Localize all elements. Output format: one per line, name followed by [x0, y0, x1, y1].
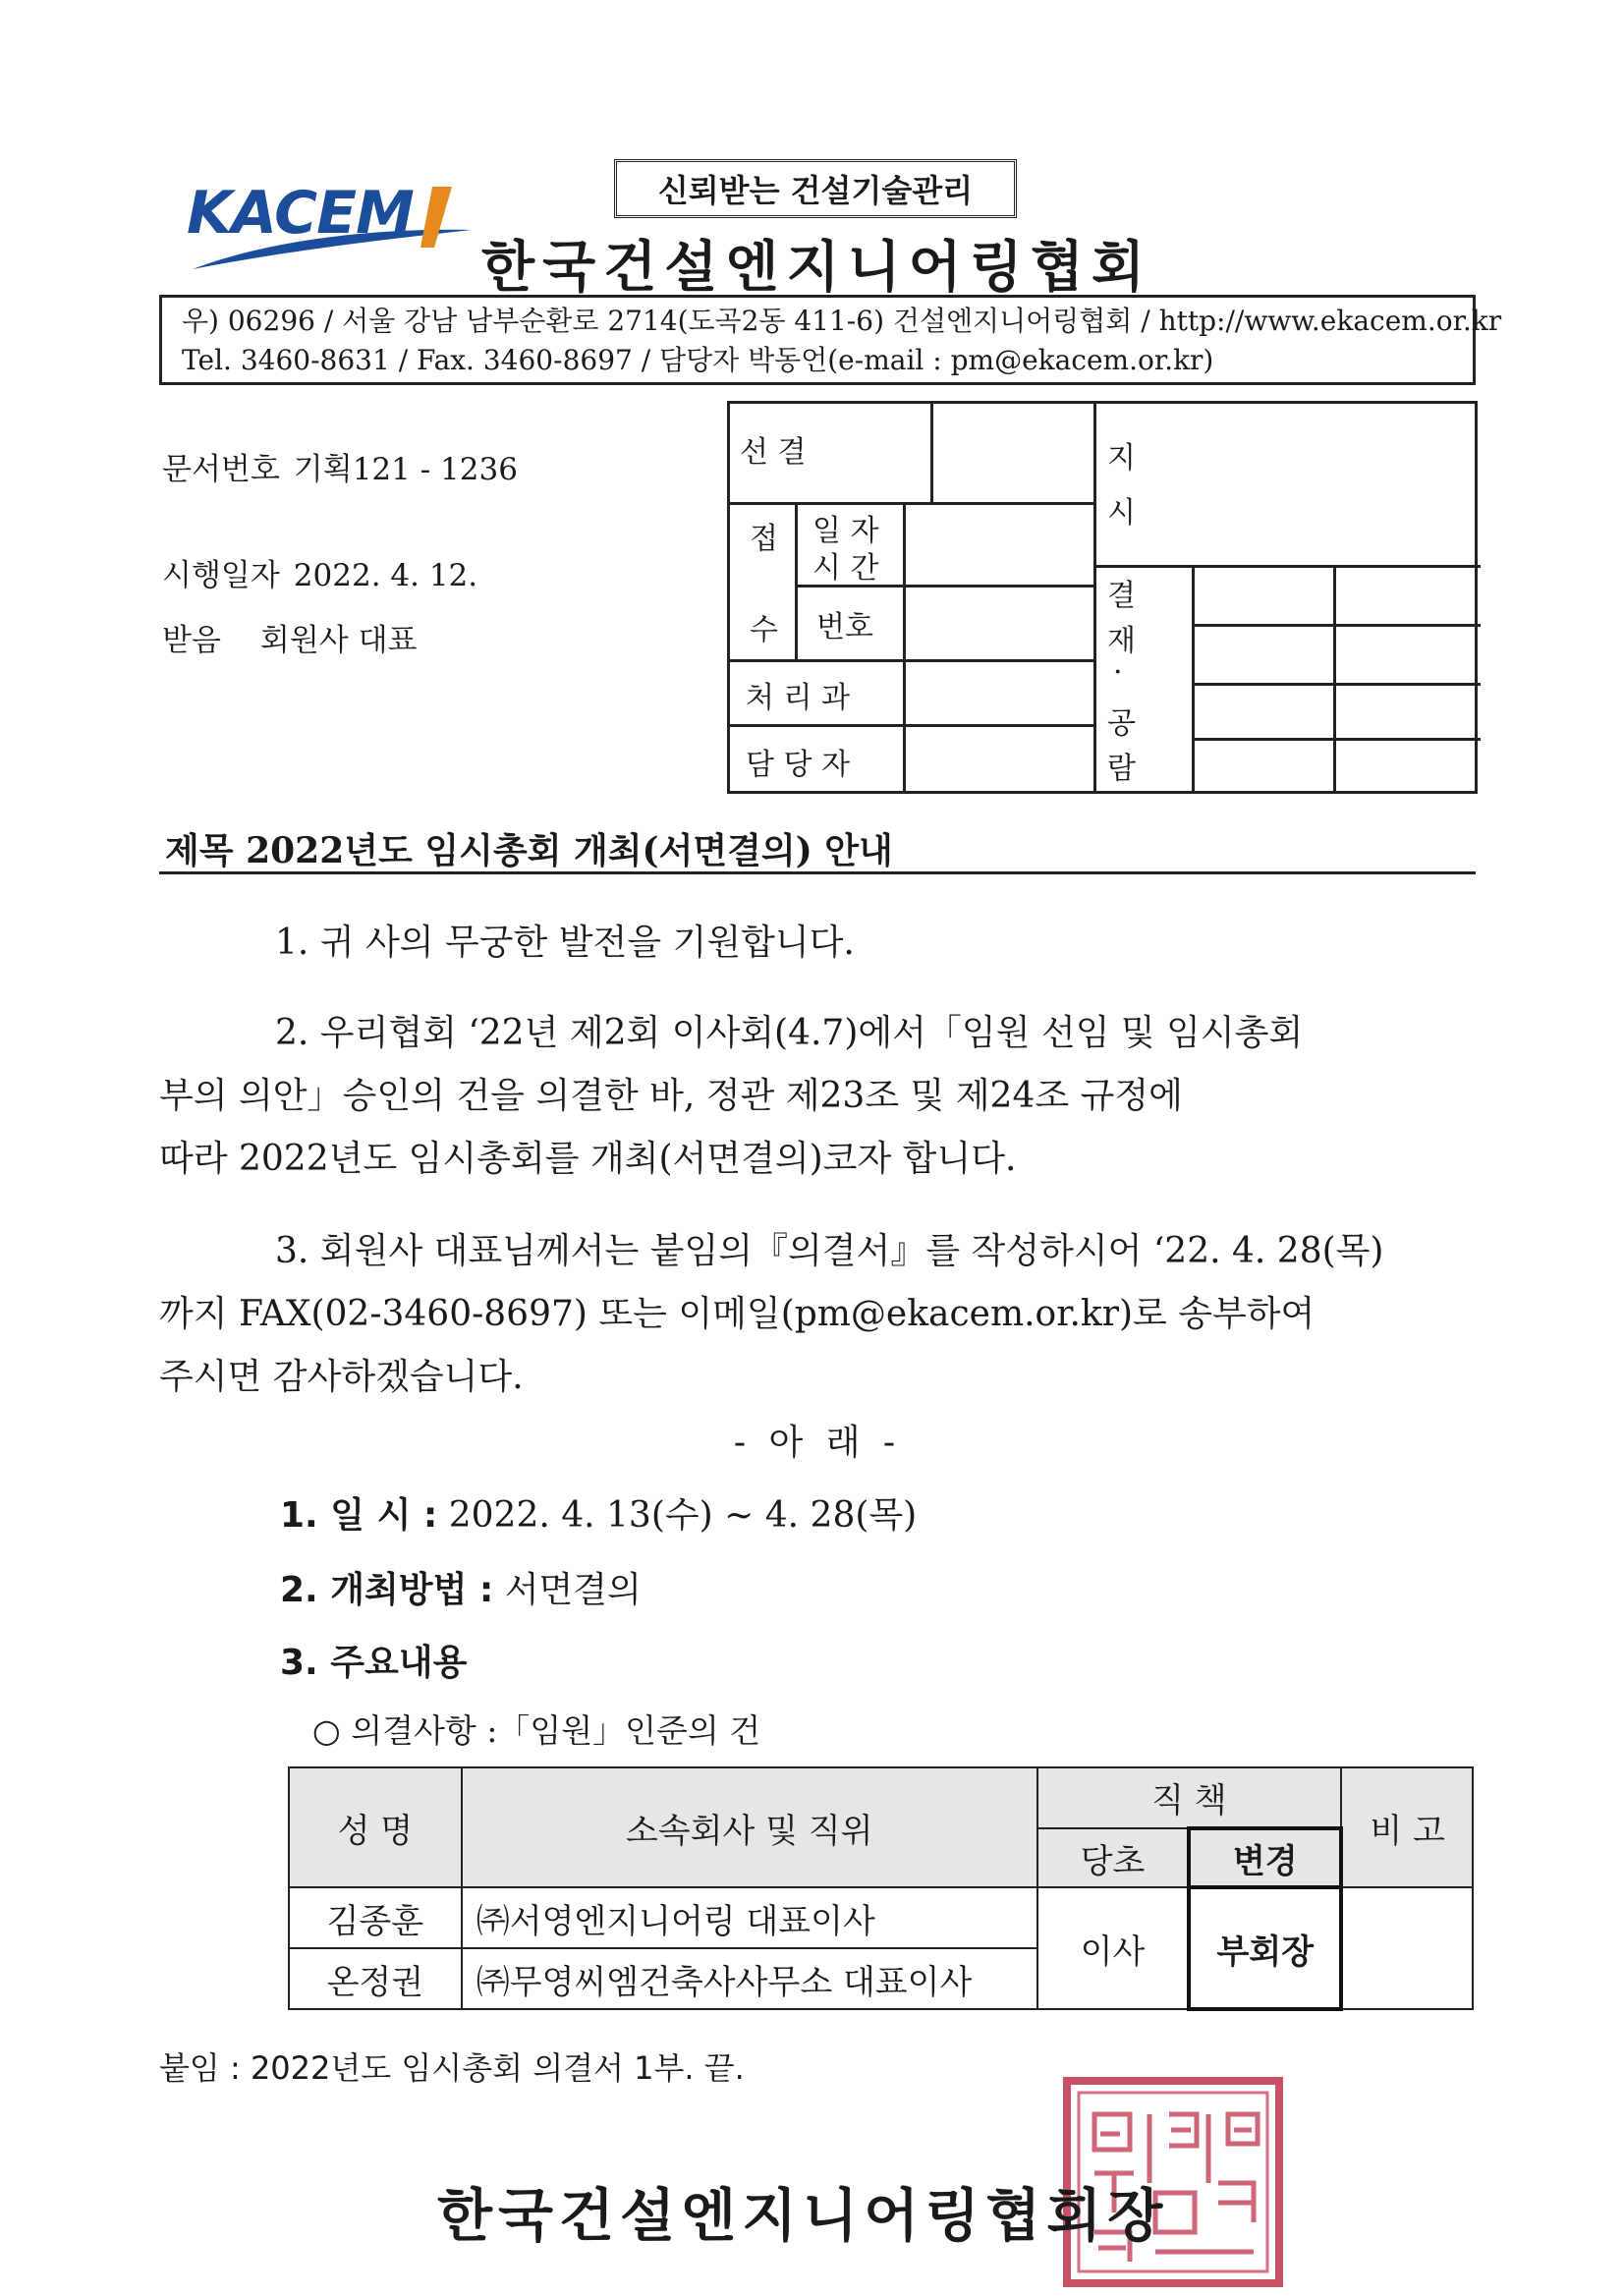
- header-before: 당초: [1037, 1828, 1190, 1887]
- paragraph-3-line-2: 까지 FAX(02-3460-8697) 또는 이메일(pm@ekacem.or.kr)로 송부하여: [159, 1294, 1316, 1334]
- officer-company: ㈜무영씨엠건축사사무소 대표이사: [462, 1948, 1037, 2009]
- receipt-label-1: 접: [750, 522, 778, 556]
- paragraph-2: [159, 1002, 1476, 1191]
- item-method: [280, 1562, 642, 1612]
- recipient-label: 받음: [162, 623, 221, 658]
- review-label-2: 재: [1107, 624, 1136, 658]
- header-name: 성 명: [289, 1767, 462, 1887]
- number-label: 번호: [816, 610, 873, 644]
- doc-number: [162, 444, 532, 488]
- org-title: 한국건설엔지니어링협회: [481, 236, 1153, 300]
- paragraph-2-line-1: 2. 우리협회 ‘22년 제2회 이사회(4.7)에서「임원 선임 및 임시총회: [275, 1013, 1304, 1053]
- date-time-label-2: 시 간: [812, 551, 879, 586]
- paragraph-1: [159, 912, 1476, 975]
- officer-company: ㈜서영엔지니어링 대표이사: [462, 1887, 1037, 1948]
- receipt-label-2: 수: [750, 613, 778, 647]
- date-time-label-1: 일 자: [812, 514, 879, 548]
- issue-date: [162, 550, 491, 594]
- officer-name: 김종훈: [289, 1887, 462, 1948]
- officer-before: 이사: [1037, 1887, 1190, 2009]
- officer-name: 온정권: [289, 1948, 462, 2009]
- paragraph-3-line-3: 주시면 감사하겠습니다.: [159, 1357, 524, 1397]
- kacem-logo: [187, 179, 481, 277]
- paragraph-2-line-3: 따라 2022년도 임시총회를 개최(서면결의)코자 합니다.: [159, 1139, 1017, 1179]
- slogan-box: 신뢰받는 건설기술관리: [614, 159, 1017, 218]
- address-line: 우) 06296 / 서울 강남 남부순환로 2714(도곡2동 411-6) 건설엔지니어링협회 / http://www.ekacem.or.kr: [182, 305, 1502, 337]
- officers-table: [288, 1766, 1474, 2011]
- table-row: [289, 1887, 1473, 1948]
- doc-number-label: 문서번호: [162, 452, 280, 487]
- subject-line: 제목 2022년도 임시총회 개최(서면결의) 안내: [159, 823, 1476, 874]
- paragraph-2-line-2: 부의 의안」승인의 건을 의결한 바, 정관 제23조 및 제24조 규정에: [159, 1076, 1183, 1116]
- review-label-5: 람: [1107, 752, 1136, 786]
- contact-line: Tel. 3460-8631 / Fax. 3460-8697 / 담당자 박동언(e-mail : pm@ekacem.or.kr): [182, 344, 1214, 376]
- resolution-item: ○ 의결사항 :「임원」인준의 건: [312, 1711, 761, 1750]
- review-label-1: 결: [1107, 579, 1136, 613]
- final-label: 선 결: [740, 435, 807, 470]
- item-method-value: 서면결의: [504, 1570, 642, 1610]
- approval-box: [727, 401, 1478, 794]
- header-position: 직 책: [1037, 1767, 1342, 1828]
- logo-text: KACEM: [187, 179, 414, 248]
- attachment-line: 붙임 : 2022년도 임시총회 의결서 1부. 끝.: [159, 2049, 745, 2087]
- instruct-label-2: 시: [1107, 496, 1136, 531]
- review-label-4: 공: [1107, 706, 1136, 741]
- recipient: [162, 615, 431, 659]
- item-schedule-label: 1. 일 시 :: [280, 1495, 438, 1536]
- paragraph-3: [159, 1220, 1476, 1409]
- issue-date-value: 2022. 4. 12.: [293, 558, 478, 593]
- dept-label: 처 리 과: [746, 681, 851, 715]
- header-company: 소속회사 및 직위: [462, 1767, 1037, 1887]
- header-after: 변경: [1189, 1828, 1341, 1887]
- handler-label: 담 당 자: [746, 748, 851, 782]
- item-content: [280, 1635, 467, 1685]
- address-box: [159, 295, 1502, 385]
- officer-after: 부회장: [1189, 1887, 1341, 2009]
- header-note: 비 고: [1341, 1767, 1473, 1887]
- paragraph-3-line-1: 3. 회원사 대표님께서는 붙임의『의결서』를 작성하시어 ‘22. 4. 28(목): [275, 1231, 1384, 1271]
- item-method-label: 2. 개최방법 :: [280, 1570, 494, 1610]
- issue-date-label: 시행일자: [162, 558, 280, 593]
- instruct-label-1: 지: [1107, 441, 1136, 476]
- below-heading: - 아 래 -: [733, 1423, 902, 1463]
- paragraph-1-line: 1. 귀 사의 무궁한 발전을 기원합니다.: [275, 923, 855, 963]
- signature-line: 한국건설엔지니어링협회장: [437, 2182, 1169, 2249]
- item-schedule-value: 2022. 4. 13(수) ~ 4. 28(목): [448, 1495, 918, 1536]
- review-label-3: ·: [1113, 655, 1123, 690]
- recipient-value: 회원사 대표: [259, 623, 418, 658]
- item-schedule: [280, 1487, 917, 1538]
- officer-note: [1341, 1887, 1473, 2009]
- doc-number-value: 기획121 - 1236: [293, 452, 518, 487]
- item-content-label: 3. 주요내용: [280, 1643, 468, 1683]
